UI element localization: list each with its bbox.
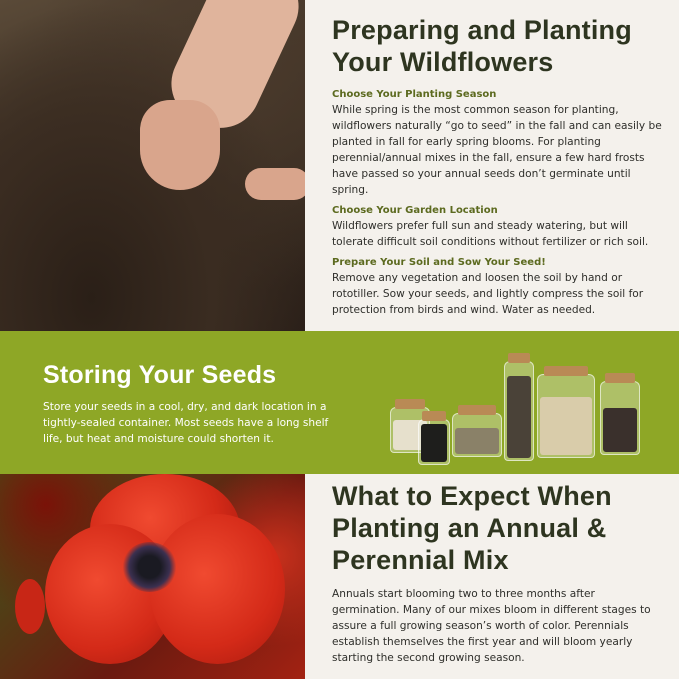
expect-title: What to Expect When Planting an Annual & Perennial Mix (332, 481, 612, 575)
expect-section (0, 474, 679, 679)
planting-title: Preparing and Planting Your Wildflowers (332, 15, 632, 77)
body-season: While spring is the most common season for planting, wildflowers naturally “go to seed” in the fall and can easily be planted in fall for early spring blooms. For planting perennial/annual mixes in the fall, ensure a few hard frosts have passed so your annual seeds don’t germinate until spring. (332, 104, 662, 196)
storing-section (0, 331, 679, 474)
storing-title: Storing Your Seeds (43, 361, 277, 389)
expect-body: Annuals start blooming two to three months after germination. Many of our mixes bloom in different stages to assure a full growing season’s worth of color. Perennials establish themselves the first year and will bloom yearly starting the second growing season. (332, 588, 651, 664)
storing-body: Store your seeds in a cool, dry, and dark location in a tightly-sealed container. Most seeds have a long shelf life, but heat and moisture could shorten it. (43, 401, 329, 445)
body-location: Wildflowers prefer full sun and steady watering, but will tolerate difficult soil conditions without fertilizer or rich soil. (332, 220, 649, 248)
subheading-soil: Prepare Your Soil and Sow Your Seed! (332, 257, 546, 268)
planting-text (332, 14, 662, 318)
poppy-photo (0, 474, 305, 679)
subheading-season: Choose Your Planting Season (332, 89, 497, 100)
subheading-location: Choose Your Garden Location (332, 205, 498, 216)
expect-text (332, 480, 662, 666)
soil-hand-photo (0, 0, 305, 331)
planting-section (0, 0, 679, 331)
body-soil: Remove any vegetation and loosen the soil by hand or rototiller. Sow your seeds, and lightly compress the soil for protection from birds and wind. Water as needed. (332, 272, 644, 316)
